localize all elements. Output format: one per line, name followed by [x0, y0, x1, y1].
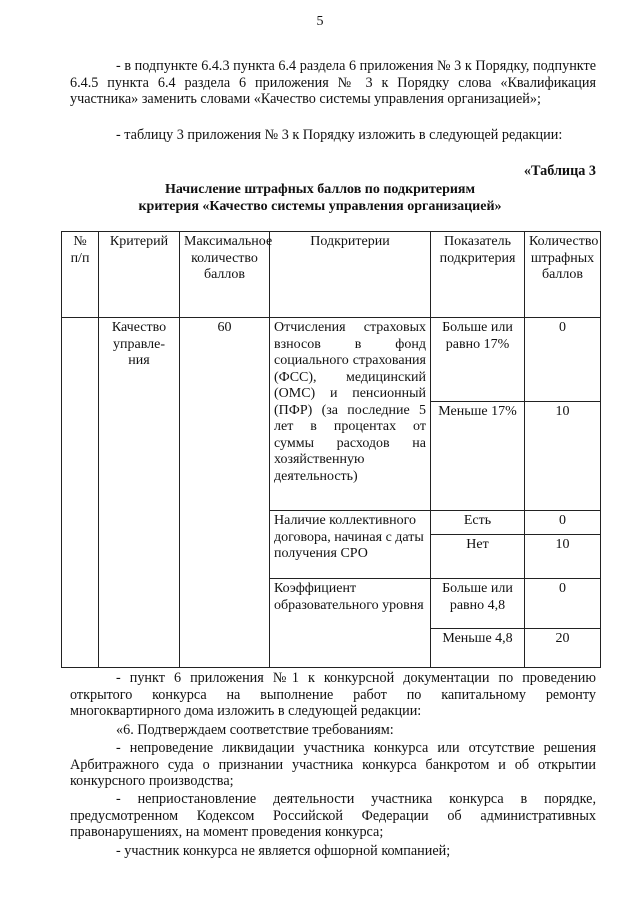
after-paragraph-1: - пункт 6 приложения №1 к конкурсной документации по проведению открытого конкурса на выполнение работ по капитальному ремонту многоквартирного дома изложить в следующей редакции:	[70, 670, 596, 719]
indicator-cell: Меньше 4,8	[431, 629, 525, 668]
indicator-cell: Больше или равно 4,8	[431, 579, 525, 629]
header-indicator: Показатель подкритерия	[431, 232, 525, 318]
table-header-row	[62, 232, 601, 318]
page-number: 5	[316, 14, 324, 29]
header-criterion: Критерий	[99, 232, 180, 318]
table-label: «Таблица 3	[523, 163, 596, 179]
criterion-cell: Качество управле-ния	[99, 318, 180, 668]
points-cell: 10	[525, 402, 601, 511]
after-paragraph-2: «6. Подтверждаем соответствие требованиям:	[116, 722, 394, 738]
table-row	[62, 318, 601, 402]
after-paragraph-5: - участник конкурса не является офшорной компанией;	[116, 843, 451, 859]
indicator-cell: Меньше 17%	[431, 402, 525, 511]
subcriterion-cell: Наличие коллективного договора, начиная с даты получения СРО	[270, 511, 431, 579]
points-cell: 10	[525, 535, 601, 579]
table-title-line-1: Начисление штрафных баллов по подкритериям	[164, 182, 476, 197]
intro-paragraph-1: - в подпункте 6.4.3 пункта 6.4 раздела 6 приложения № 3 к Порядку, подпункте 6.4.5 пункта 6.4 раздела 6 приложения № 3 к Порядку слова «Квалификация участника» заменить словами «Качество системы управления организацией»;	[70, 58, 596, 107]
header-max-points: Максимальное количество баллов	[180, 232, 270, 318]
indicator-cell: Нет	[431, 535, 525, 579]
intro-paragraph-2: - таблицу 3 приложения № 3 к Порядку изложить в следующей редакции:	[116, 127, 563, 143]
header-number: № п/п	[62, 232, 99, 318]
points-cell: 0	[525, 579, 601, 629]
points-cell: 20	[525, 629, 601, 668]
table-title-line-2: критерия «Качество системы управления организацией»	[138, 199, 502, 214]
subcriterion-cell: Отчисления страховых взносов в фонд социального страхования (ФСС), медицинский (ОМС) и пенсионный (ПФР) (за последние 5 лет в процентах от суммы расходов на хозяйственную деятельность)	[270, 318, 431, 511]
points-cell: 0	[525, 318, 601, 402]
max-points-cell: 60	[180, 318, 270, 668]
after-paragraph-4: - неприостановление деятельности участника конкурса в порядке, предусмотренном Кодексом Российской Федерации об административных правонарушениях, на момент проведения конкурса;	[70, 791, 596, 840]
penalty-table	[61, 231, 601, 668]
subcriterion-cell: Коэффициент образовательного уровня	[270, 579, 431, 668]
after-paragraph-3: - непроведение ликвидации участника конкурса или отсутствие решения Арбитражного суда о признании участника конкурса банкротом и об открытии конкурсного производства;	[70, 740, 596, 789]
header-subcriteria: Подкритерии	[270, 232, 431, 318]
header-penalty-points: Количество штрафных баллов	[525, 232, 601, 318]
number-cell	[62, 318, 99, 668]
indicator-cell: Есть	[431, 511, 525, 535]
indicator-cell: Больше или равно 17%	[431, 318, 525, 402]
points-cell: 0	[525, 511, 601, 535]
